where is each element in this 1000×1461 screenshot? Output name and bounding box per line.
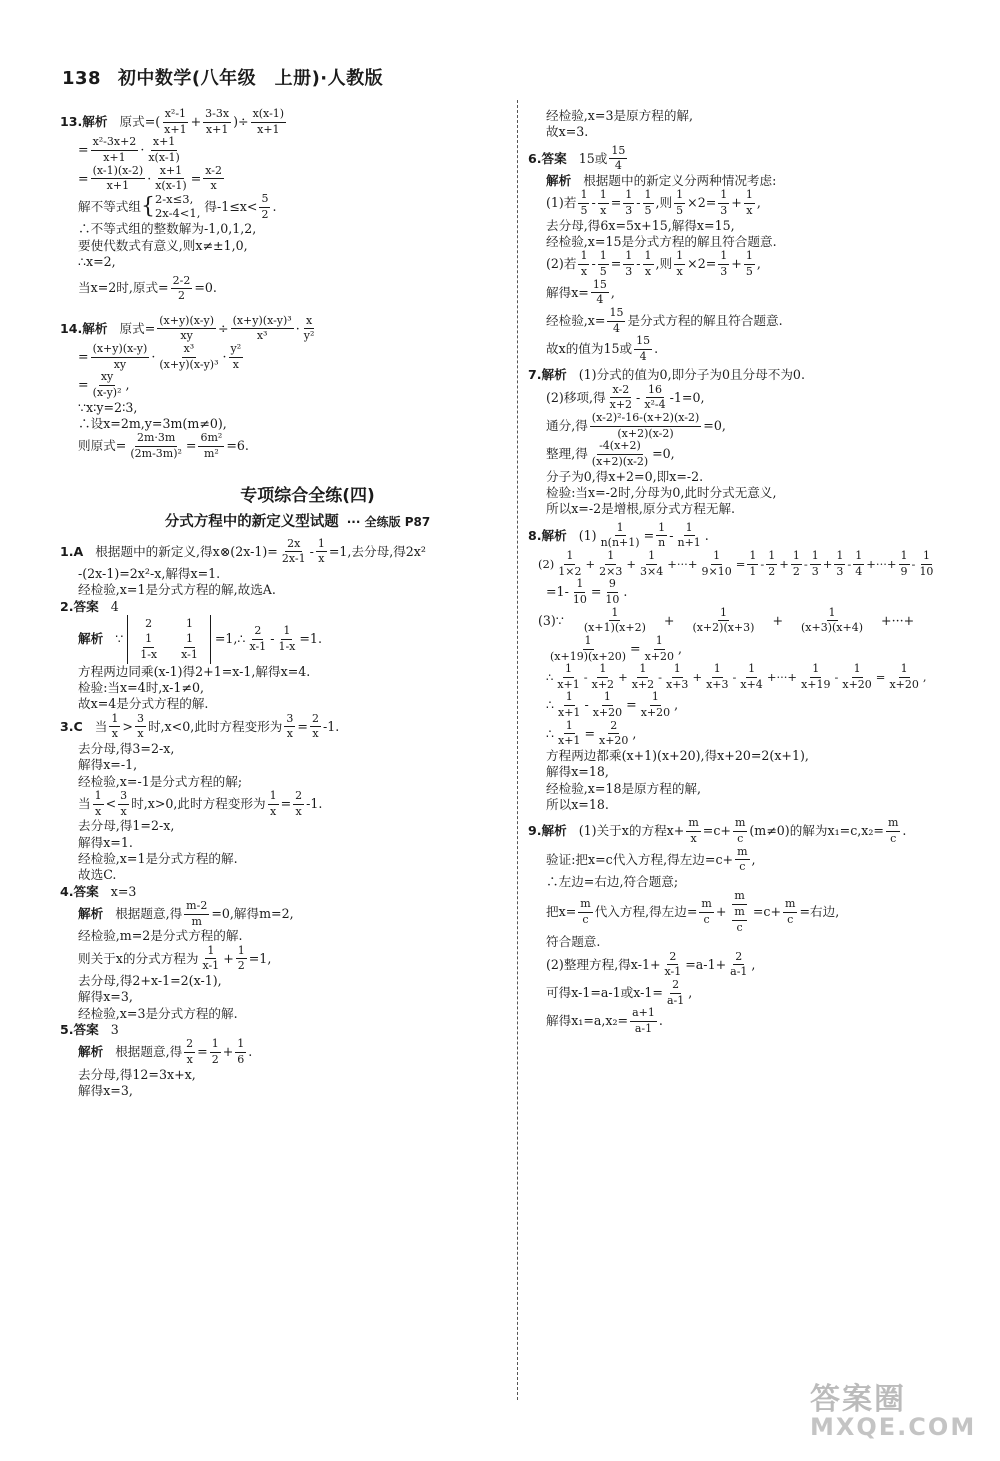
fraction: 1 x+3 xyxy=(666,662,689,691)
fraction: $\frac{1}{5}$ xyxy=(676,188,684,217)
fraction: $\frac{15}{4}$ xyxy=(592,277,607,307)
formula-line: 解得x= $\frac{15}{4}$ , xyxy=(546,277,615,307)
answer-label: 13.解析 xyxy=(60,113,108,129)
formula-line: (2) 1 1×2 + $\frac{1}{2\times 3}$ + $\frac{1}{3\times 4}$ +···+ $\frac{1}{9\times 10}$ = $\frac{1}{1}$ - 1 2 + $\frac{1}{2}$ - 1 3 + $\frac{1}{3}$ - 1 4 +···+ $\frac{1}{9}$ - 1 10 xyxy=(538,549,934,578)
text-line: ∴设x=2m,y=3m(m≠0), xyxy=(78,416,227,431)
formula-line: 把x= $\frac{m}{c}$ 代入方程,得左边= $\frac{m}{c}$ + $\frac{m}{\frac{m}{c}}$ =c+ $\frac{m}{c}$ =右边, xyxy=(546,889,840,934)
text-line: 所以x=-2是增根,原分式方程无解. xyxy=(546,501,736,517)
fraction: $\frac{1}{x}$ xyxy=(676,249,684,278)
answer-label: 9.解析 xyxy=(528,823,567,839)
fraction: $\frac{x(x-1)}{x+1}$ xyxy=(252,107,285,136)
text-line: 去分母,得3=2-x, xyxy=(78,740,175,756)
fraction: $\frac{1}{x+20}$ xyxy=(842,662,872,691)
text-line: 7.解析 (1)分式的值为0,即分子为0且分母不为0. xyxy=(528,367,805,383)
fraction: 3 x xyxy=(120,788,128,818)
fraction: 1 2 xyxy=(768,549,776,578)
text-line: 所以x=18. xyxy=(546,797,609,813)
formula-line: 则原式= $\frac{2m\cdot 3m}{\text{(2m-3m)²}}$ = $\frac{\text{6m²}}{\text{m²}}$ =6. xyxy=(78,431,249,460)
determinant-line: 解析 ∵ 2 1 1 1-x 1 x-1 =1,∴ 2 x-1 - $\frac{1}{1-x}$ =1. xyxy=(60,615,505,664)
answer-label: 8.解析 xyxy=(528,527,567,543)
fraction: $\frac{m}{c}$ xyxy=(737,844,748,874)
answer-label: 5.答案 xyxy=(60,1022,99,1038)
fraction: 1 5 xyxy=(644,188,652,217)
fraction: 1 5 xyxy=(580,188,588,217)
fraction: $\frac{2}{x-1}$ xyxy=(664,949,682,979)
analysis-label: 解析 xyxy=(546,173,572,188)
formula-line: =1- $\frac{1}{10}$ = $\frac{9}{10}$ . xyxy=(546,577,628,606)
fraction: $\frac{(x+y)(x-y)}{xy}$ xyxy=(159,313,214,343)
analysis-label: 解析 xyxy=(78,1044,104,1060)
problem-7 xyxy=(528,367,976,517)
answer-label: 2.答案 xyxy=(60,598,99,614)
text-line: 经检验,x=1是分式方程的解. xyxy=(78,850,238,866)
problem-13 xyxy=(60,108,505,303)
fraction: $\frac{1}{x}$ xyxy=(745,188,753,217)
formula-line: 3.C 当 1 x > 3 x 时,x<0,此时方程变形为 $\frac{3}{x}$ = $\frac{2}{x}$ -1. xyxy=(60,711,340,741)
fraction: $\frac{m-2}{m}$ xyxy=(186,899,208,928)
left-column xyxy=(60,108,505,1099)
answer-label: 1.A xyxy=(60,543,84,559)
fraction: x-2 x+2 xyxy=(609,382,633,412)
fraction: $\frac{1}{3}$ xyxy=(625,188,633,217)
formula-line: 解析 根据题意,得 $\frac{m-2}{m}$ =0,解得m=2, xyxy=(78,899,294,928)
text-line: 去分母,得6x=5x+15,解得x=15, xyxy=(546,217,735,233)
text-line: ∴不等式组的整数解为-1,0,1,2, xyxy=(78,221,257,237)
fraction: $\frac{1}{x+20}$ xyxy=(592,690,623,720)
fraction: $\frac{1}{x+2}$ xyxy=(631,662,655,691)
fraction: x²-1 x+1 xyxy=(164,107,187,136)
inequality-system: 解不等式组 { 2-x≤3, 2x-4<1, 得-1≤x< 5 2 . xyxy=(78,192,277,221)
fraction: 1 x xyxy=(644,249,652,278)
fraction: $\frac{2}{a-1}$ xyxy=(666,977,685,1007)
text-line: 符合题意. xyxy=(546,934,601,950)
fraction: $\frac{1}{2}$ xyxy=(211,1037,219,1067)
fraction: $\frac{m}{x}$ xyxy=(688,816,699,846)
fraction: $\frac{m}{c}$ xyxy=(580,897,591,926)
fraction: $\frac{1}{(x+2)(x+3)}$ xyxy=(692,605,755,635)
formula-line: 当 1 x < 3 x 时,x>0,此时方程变形为 $\frac{1}{x}$ = $\frac{2}{x}$ -1. xyxy=(78,788,323,818)
text-line: 检验:当x=4时,x-1≠0, xyxy=(78,679,205,695)
fraction: 15 4 xyxy=(636,334,651,363)
fraction: $\frac{1}{2\times 3}$ xyxy=(599,549,623,578)
fraction: 16 x²-4 xyxy=(644,382,666,412)
formula-line: ∴ 1 x+1 - 1 x+2 + $\frac{1}{x+2}$ - 1 x+3 + $\frac{1}{x+3}$ - 1 x+4 +···+ $\frac{1}{x+19}$ - $\frac{1}{x+20}$ = $\frac{1}{x+20}$ , xyxy=(546,662,927,691)
formula-line: = $\frac{(x+y)(x-y)}{xy}$ · x³ (x+y)(x-y)³ · y² x xyxy=(78,342,242,371)
fraction: $\frac{2}{a-1}$ xyxy=(730,949,748,979)
answer-line: 6.答案 15或 15 4 xyxy=(528,143,626,173)
formula-line: (1)若 1 5 - $\frac{1}{x}$ = $\frac{1}{3}$ - 1 5 ,则 $\frac{1}{5}$ ×2= $\frac{1}{3}$ + $\frac{1}{x}$ , xyxy=(546,188,761,217)
formula-line: 9.解析 (1)关于x的方程x+ $\frac{m}{x}$ =c+ $\frac{m}{c}$ (m≠0)的解为x₁=c,x₂= $\frac{m}{c}$ . xyxy=(528,816,907,846)
problem-5 xyxy=(60,1022,505,1099)
fraction: x³ (x+y)(x-y)³ xyxy=(159,342,219,371)
fraction: $\frac{2m\cdot 3m}{\text{(2m-3m)²}}$ xyxy=(130,431,182,460)
fraction: $\frac{2x}{2x-1}$ xyxy=(281,536,306,566)
problem-9 xyxy=(528,817,976,1035)
text-line: 解得x=3, xyxy=(78,989,133,1005)
fraction: $\frac{2}{x}$ xyxy=(311,711,319,741)
fraction: 1 x+4 xyxy=(740,662,763,691)
fraction: $\frac{1}{(x+3)(x+4)}$ xyxy=(801,605,864,635)
formula-line: ∴ 1 x+1 - $\frac{1}{x+20}$ = $\frac{1}{x+20}$ , xyxy=(546,690,679,720)
fraction: $\frac{1}{n}$ xyxy=(658,520,666,550)
answer-line: 5.答案 3 xyxy=(60,1022,119,1038)
text-line: 方程两边都乘(x+1)(x+20),得x+20=2(x+1), xyxy=(546,748,809,764)
text-line: 解得x=1. xyxy=(78,834,133,850)
text-line: 要使代数式有意义,则x≠±1,0, xyxy=(78,237,248,253)
text-line: 经检验,x=3是分式方程的解. xyxy=(78,1005,238,1021)
fraction: $\frac{15}{4}$ xyxy=(609,305,624,335)
fraction: $\frac{(x+y)(x-y)}{xy}$ xyxy=(92,342,148,371)
text-line: 经检验,x=1是分式方程的解,故选A. xyxy=(78,582,276,598)
text-line: 经检验,x=3是原方程的解, xyxy=(546,108,694,123)
text-line: 解得x=18, xyxy=(546,764,609,780)
fraction: 1 3 xyxy=(811,549,819,578)
answer-label: 6.答案 xyxy=(528,150,567,166)
fraction: $\frac{1}{5}$ xyxy=(599,249,607,278)
analysis-label: 解析 xyxy=(78,905,104,921)
fraction: $\frac{1}{x}$ xyxy=(599,188,607,217)
text-line: 经检验,m=2是分式方程的解. xyxy=(78,928,243,944)
fraction: x+1 x(x-1) xyxy=(148,135,180,164)
fraction: $\frac{-4(x+2)}{(x+2)(x-2)}$ xyxy=(591,439,649,469)
fraction: 1 n+1 xyxy=(677,520,701,550)
text-line: 解析 根据题中的新定义分两种情况考虑: xyxy=(546,173,777,188)
formula-line: 当x=2时,原式= $\frac{2-2}{2}$ =0. xyxy=(78,273,217,303)
column-divider xyxy=(517,100,518,1400)
text-line: 经检验,x=18是原方程的解, xyxy=(546,780,702,796)
fraction: 1 x-1 xyxy=(202,943,220,973)
answer-label: 3.C xyxy=(60,718,83,734)
formula-line: = $\frac{xy}{\text{(x-y)²}}$ , xyxy=(78,370,130,399)
fraction: 1 (x+1)(x+2) xyxy=(583,605,646,635)
fraction: $\frac{(x-1)(x-2)}{x+1}$ xyxy=(92,163,144,193)
fraction: $\frac{1}{n(n+1)}$ xyxy=(600,520,640,550)
fraction: $\frac{1}{3\times 4}$ xyxy=(640,549,664,578)
fraction: $\frac{1}{9\times 10}$ xyxy=(701,549,732,578)
fraction: x y² xyxy=(303,313,315,343)
fraction: $\frac{1}{(x+19)(x+20)}$ xyxy=(550,633,627,663)
determinant: 2 1 1 1-x 1 x-1 xyxy=(127,615,211,664)
fraction: 1 x xyxy=(94,788,102,818)
text-line: 故选C. xyxy=(78,867,117,883)
fraction: $\frac{1}{5}$ xyxy=(745,249,753,278)
formula-line: = $\frac{(x-1)(x-2)}{x+1}$ · $\frac{x+1}{x(x-1)}$ = $\frac{x-2}{x}$ xyxy=(78,163,223,193)
formula-line: 故x的值为15或 15 4 . xyxy=(546,334,659,363)
fraction: 1 1×2 xyxy=(558,549,582,578)
fraction: 3 x xyxy=(136,711,144,741)
fraction: 1 x xyxy=(580,249,588,278)
answer-label: 7.解析 xyxy=(528,367,567,383)
fraction: $\frac{3}{x}$ xyxy=(286,711,294,741)
answer-line: 4.答案 x=3 xyxy=(60,883,137,899)
fraction: $\frac{1}{2}$ xyxy=(792,549,800,578)
fraction: 1 x+1 xyxy=(558,690,581,720)
text-line: ∴x=2, xyxy=(78,254,116,270)
text-line: 解得x=3, xyxy=(78,1083,133,1099)
analysis-label: 解析 xyxy=(78,631,104,647)
answer-label: 14.解析 xyxy=(60,320,108,336)
fraction: $\frac{1}{3}$ xyxy=(625,249,633,278)
formula-line: (2)整理方程,得x-1+ $\frac{2}{x-1}$ =a-1+ $\frac{2}{a-1}$ , xyxy=(546,949,756,979)
text-line: ∵x∶y=2∶3, xyxy=(78,399,138,415)
formula-line: 通分,得 $\frac{\text{(x-2)²-16-(x+2)(x-2)}}{(x+2)(x-2)}$ =0, xyxy=(546,411,726,440)
text-line: 去分母,得2+x-1=2(x-1), xyxy=(78,972,222,988)
fraction: $\frac{1}{x+20}$ xyxy=(644,633,674,663)
fraction: $\frac{\text{(x-2)²-16-(x+2)(x-2)}}{(x+2)(x-2)}$ xyxy=(591,411,700,440)
fraction: 1 4 xyxy=(855,549,863,578)
formula-line: 整理,得 $\frac{-4(x+2)}{(x+2)(x-2)}$ =0, xyxy=(546,439,675,469)
fraction: $\frac{xy}{\text{(x-y)²}}$ xyxy=(92,370,122,399)
section-subtitle: 分式方程中的新定义型试题 ··· 全练版 P87 xyxy=(164,513,431,530)
fraction: $\frac{m}{c}$ xyxy=(785,897,796,926)
fraction: $\frac{x-2}{x}$ xyxy=(205,163,223,193)
fraction: $\frac{1}{x+1}$ xyxy=(558,718,581,748)
text-line: 经检验,x=-1是分式方程的解; xyxy=(78,773,243,789)
fraction: y² x xyxy=(230,342,242,371)
fraction: $\frac{1}{6}$ xyxy=(237,1037,245,1067)
fraction: $\frac{2}{x}$ xyxy=(295,788,303,818)
formula-line: 解析 根据题意,得 $\frac{2}{x}$ = $\frac{1}{2}$ + $\frac{1}{6}$ . xyxy=(78,1037,253,1067)
text-line: 故x=4是分式方程的解. xyxy=(78,696,209,712)
text-line: 解得x=-1, xyxy=(78,757,138,773)
formula-line: 则关于x的分式方程为 1 x-1 + $\frac{1}{2}$ =1, xyxy=(78,943,272,973)
fraction: $\frac{m}{c}$ xyxy=(887,816,899,846)
problem-6 xyxy=(528,145,976,364)
fraction: $\frac{\text{x²-3x+2}}{x+1}$ xyxy=(92,135,137,164)
text-line: 检验:当x=-2时,分母为0,此时分式无意义, xyxy=(546,485,777,501)
page-header xyxy=(62,64,383,90)
compound-fraction: $\frac{m}{\frac{m}{c}}$ xyxy=(734,889,745,934)
answer-label: 4.答案 xyxy=(60,883,99,899)
fraction: $\frac{1}{x+19}$ xyxy=(801,662,831,691)
text-line: ∴左边=右边,符合题意; xyxy=(546,874,679,890)
formula-line: 14.解析 原式= $\frac{(x+y)(x-y)}{xy}$ ÷ $\frac{\text{(x+y)(x-y)³}}{\text{x³}}$ · x y² xyxy=(60,313,315,343)
formula-line: (2)若 1 x - $\frac{1}{5}$ = $\frac{1}{3}$ - 1 x ,则 $\frac{1}{x}$ ×2= $\frac{1}{3}$ + $\frac{1}{5}$ , xyxy=(546,249,761,278)
fraction: $\frac{1}{3}$ xyxy=(720,188,728,217)
formula-line: ∴ $\frac{1}{x+1}$ = $\frac{2}{x+20}$ , xyxy=(546,718,637,748)
text-line: 经检验,x=15是分式方程的解且符合题意. xyxy=(546,234,777,249)
fraction: 15 4 xyxy=(611,143,626,173)
fraction: $\frac{1}{9}$ xyxy=(900,549,908,578)
problem-8 xyxy=(528,522,976,814)
fraction: $\frac{1}{x+20}$ xyxy=(640,690,671,720)
page-number: 138 xyxy=(62,68,102,89)
fraction: $\frac{1}{x+20}$ xyxy=(889,662,919,691)
fraction: $\frac{1}{1-x}$ xyxy=(278,624,296,653)
fraction: $\frac{m}{c}$ xyxy=(734,816,746,846)
fraction: $\frac{2}{x}$ xyxy=(186,1037,194,1067)
text-line: 去分母,得1=2-x, xyxy=(78,818,175,834)
fraction: $\frac{1}{1}$ xyxy=(749,549,757,578)
text-line: 分子为0,得x+2=0,即x=-2. xyxy=(546,468,704,484)
fraction: 1 10 xyxy=(919,549,934,578)
formula-line: 8.解析 (1) $\frac{1}{n(n+1)}$ = $\frac{1}{n}$ - 1 n+1 . xyxy=(528,520,709,550)
fraction: $\frac{\text{6m²}}{\text{m²}}$ xyxy=(200,431,223,460)
fraction: $\frac{3-3x}{x+1}$ xyxy=(205,107,230,136)
right-column xyxy=(528,108,976,1036)
fraction: $\frac{1}{10}$ xyxy=(572,577,587,606)
problem-1 xyxy=(60,538,505,599)
fraction: $\frac{x+1}{x(x-1)}$ xyxy=(155,163,187,193)
formula-line: (3)∵ 1 (x+1)(x+2) + $\frac{1}{(x+2)(x+3)}$ + $\frac{1}{(x+3)(x+4)}$ +···+ xyxy=(538,605,915,635)
formula-line: (2)移项,得 x-2 x+2 - 16 x²-4 -1=0, xyxy=(546,382,705,412)
fraction: $\frac{1}{x+3}$ xyxy=(706,662,729,691)
fraction: $\frac{1}{3}$ xyxy=(836,549,844,578)
book-title: 初中数学(八年级 上册)·人教版 xyxy=(117,68,384,89)
fraction: $\frac{\text{(x+y)(x-y)³}}{\text{x³}}$ xyxy=(232,313,292,343)
fraction: $\frac{2}{x+20}$ xyxy=(599,718,629,748)
formula-line: 1.A 根据题中的新定义,得x⊗(2x-1)= $\frac{2x}{2x-1}$ - $\frac{1}{x}$ =1,去分母,得2x² xyxy=(60,536,426,566)
fraction: $\frac{9}{10}$ xyxy=(605,577,620,606)
fraction: 2 x-1 xyxy=(249,624,267,653)
formula-line: 验证:把x=c代入方程,得左边=c+ $\frac{m}{c}$ , xyxy=(546,844,756,874)
problem-14 xyxy=(60,315,505,461)
watermark-logo: 答案圈 MXQE.COM xyxy=(810,1382,977,1441)
formula-line: $\frac{1}{(x+19)(x+20)}$ = $\frac{1}{x+20}$ , xyxy=(550,633,683,663)
fraction: $\frac{1}{x}$ xyxy=(317,536,325,566)
problem-3 xyxy=(60,713,505,884)
text-line: 去分母,得12=3x+x, xyxy=(78,1066,196,1082)
problem-2 xyxy=(60,599,505,713)
formula-line: 解得x₁=a,x₂= $\frac{a+1}{a-1}$ . xyxy=(546,1006,663,1035)
formula-line: 经检验,x= $\frac{15}{4}$ 是分式方程的解且符合题意. xyxy=(546,305,783,335)
text-line: 故x=3. xyxy=(546,124,589,140)
fraction: $\frac{m}{c}$ xyxy=(701,897,712,926)
fraction: 1 x+1 xyxy=(557,662,580,691)
problem-4 xyxy=(60,884,505,1022)
text-line: -(2x-1)=2x²-x,解得x=1. xyxy=(78,565,221,581)
formula-line: = $\frac{\text{x²-3x+2}}{x+1}$ · x+1 x(x-1) xyxy=(78,135,180,164)
formula-line: 13.解析 原式= ( x²-1 x+1 + $\frac{3-3x}{x+1}$ ) ÷ $\frac{x(x-1)}{x+1}$ xyxy=(60,107,285,136)
answer-line: 2.答案 4 xyxy=(60,598,119,614)
fraction: $\frac{1}{x}$ xyxy=(269,788,277,818)
fraction: 1 x+2 xyxy=(591,662,615,691)
fraction: 5 2 xyxy=(261,192,269,221)
formula-line: 可得x-1=a-1或x-1= $\frac{2}{a-1}$ , xyxy=(546,977,693,1007)
fraction: $\frac{1}{2}$ xyxy=(237,943,245,973)
page-reference: ··· 全练版 P87 xyxy=(346,514,431,529)
fraction: 1 x xyxy=(111,711,119,741)
section-title: 专项综合全练(四) xyxy=(240,485,375,506)
fraction: $\frac{1}{3}$ xyxy=(720,249,728,278)
text-line: 方程两边同乘(x-1)得2+1=x-1,解得x=4. xyxy=(78,663,311,679)
fraction: $\frac{a+1}{a-1}$ xyxy=(632,1006,655,1035)
fraction: $\frac{2-2}{2}$ xyxy=(172,273,191,303)
